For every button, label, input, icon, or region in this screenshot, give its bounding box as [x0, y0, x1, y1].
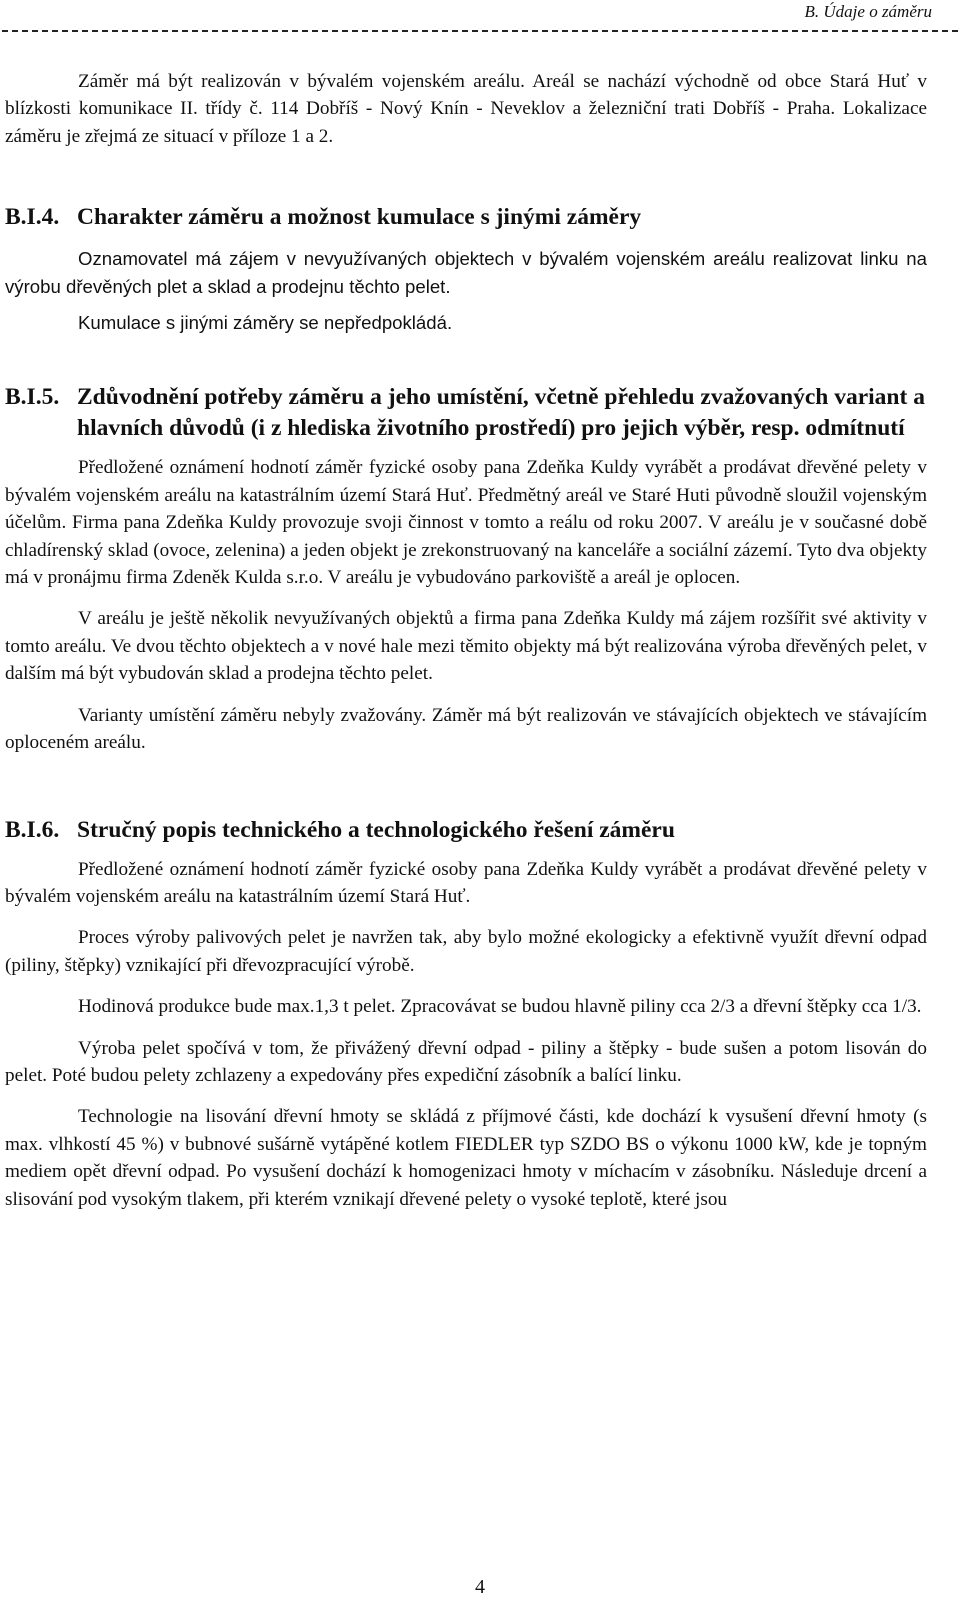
section-title: Zdůvodnění potřeby záměru a jeho umístění, včetně přehledu zvažovaných variant a hlavních důvodů (i z hlediska životního prostředí) pro jejich výběr, resp. odmítnutí [77, 384, 925, 442]
section-heading-b-i-4 [5, 202, 927, 233]
section-number: B.I.5. [5, 384, 60, 411]
section-heading-b-i-5 [5, 382, 927, 444]
section-title: Stručný popis technického a technologického řešení záměru [77, 816, 675, 843]
header-title: B. Údaje o záměru [804, 2, 932, 21]
section6-paragraph-4: Výroba pelet spočívá v tom, že přivážený dřevní odpad - piliny a štěpky - bude sušen a potom lisován do pelet. Poté budou pelety zchlazeny a expedovány přes expediční zásobník a balící linku. [5, 1037, 927, 1086]
section5-paragraph-1: Předložené oznámení hodnotí záměr fyzické osoby pana Zdeňka Kuldy vyrábět a prodávat dřevěné pelety v bývalém vojenském areálu na katastrálním území Stará Huť. Předmětný areál ve Staré Huti původně sloužil vojenským účelům. Firma pana Zdeňka Kuldy provozuje svoji činnost v tomto a reálu od roku 2007. V areálu je v současné době chladírenský sklad (ovoce, zelenina) a jeden objekt je zrekonstruovaný na kanceláře a sociální zázemí. Tyto dva objekty má v pronájmu firma Zdeněk Kulda s.r.o. V areálu je vybudováno parkoviště a areál je oplocen. [5, 457, 927, 589]
intro-paragraph: Záměr má být realizován v bývalém vojenském areálu. Areál se nachází východně od obce Stará Huť v blízkosti komunikace II. třídy č. 114 Dobříš - Nový Knín - Neveklov a železniční trati Dobříš - Praha. Lokalizace záměru je zřejmá ze situací v příloze 1 a 2. [5, 71, 927, 147]
section5-paragraph-2: V areálu je ještě několik nevyužívaných objektů a firma pana Zdeňka Kuldy má zájem rozšířit své aktivity v tomto areálu. Ve dvou těchto objektech a v nové hale mezi těmito objekty má být realizována výroba dřevěných pelet, v dalším má být vybudován sklad a prodejna těchto pelet. [5, 608, 927, 685]
section-number: B.I.4. [5, 204, 60, 231]
section4-paragraph-1: Oznamovatel má zájem v nevyužívaných objektech v bývalém vojenském areálu realizovat linku na výrobu dřevěných plet a sklad a prodejnu těchto pelet. [5, 248, 927, 297]
section4-paragraph-2: Kumulace s jinými záměry se nepředpokládá. [78, 312, 453, 334]
section6-paragraph-5: Technologie na lisování dřevní hmoty se skládá z příjmové části, kde dochází k vysušení dřevní hmoty (s max. vlhkostí 45 %) v bubnové sušárně vytápěné kotlem FIEDLER typ SZDO BS o výkonu 1000 kW, kde je topným mediem opět dřevní odpad. Po vysušení dochází k homogenizaci hmoty v míchacím v zásobníku. Následuje drcení a slisování pod vysokým tlakem, při kterém vznikají dřevené pelety o vysoké teplotě, které jsou [5, 1106, 927, 1210]
section-number: B.I.6. [5, 816, 60, 843]
section6-paragraph-3: Hodinová produkce bude max.1,3 t pelet. Zpracovávat se budou hlavně piliny cca 2/3 a dřevní štěpky cca 1/3. [78, 996, 922, 1018]
page-header [0, 0, 960, 30]
section5-paragraph-3: Varianty umístění záměru nebyly zvažovány. Záměr má být realizován ve stávajících objektech ve stávajícím oploceném areálu. [5, 704, 927, 754]
header-divider [2, 30, 958, 32]
section-heading-b-i-6 [5, 815, 927, 846]
document-body [5, 68, 927, 1213]
section6-paragraph-1: Předložené oznámení hodnotí záměr fyzické osoby pana Zdeňka Kuldy vyrábět a prodávat dřevěné pelety v bývalém vojenském areálu na katastrálním území Stará Huť. [5, 858, 927, 907]
section-title: Charakter záměru a možnost kumulace s jinými záměry [77, 204, 642, 231]
section6-paragraph-2: Proces výroby palivových pelet je navržen tak, aby bylo možné ekologicky a efektivně využít dřevní odpad (piliny, štěpky) vznikající při dřevozpracující výrobě. [5, 927, 927, 976]
page-number: 4 [475, 1576, 485, 1598]
